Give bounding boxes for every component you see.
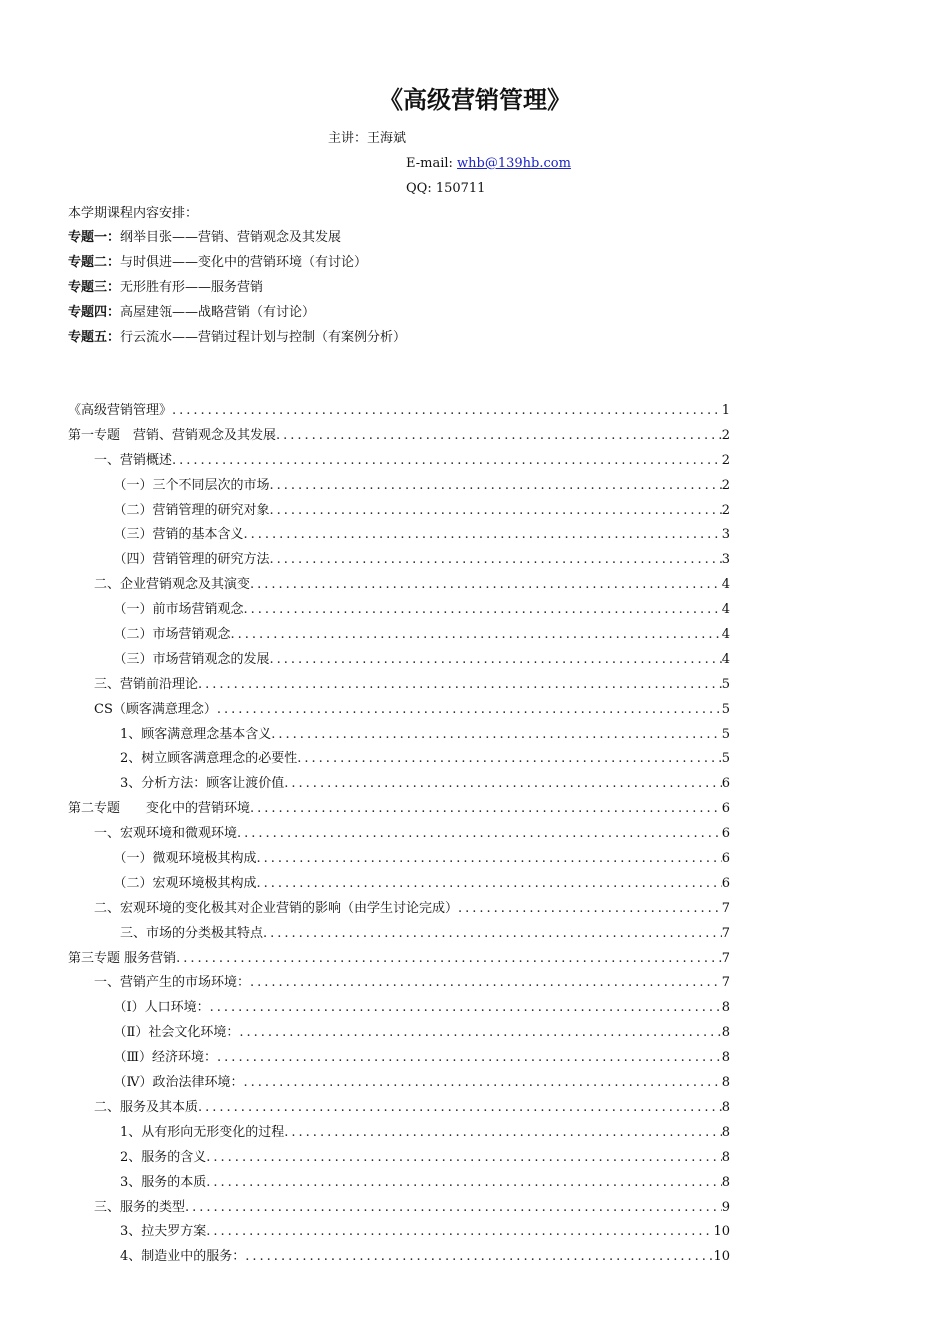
toc-page-number: 4 [721, 602, 730, 618]
toc-dot-leader [244, 1074, 722, 1092]
toc-page-number: 4 [721, 651, 730, 667]
toc-entry[interactable] [68, 775, 730, 800]
toc-entry[interactable] [68, 726, 730, 751]
qq-line: QQ: 150711 [406, 181, 486, 196]
toc-dot-leader [276, 427, 722, 445]
toc-entry-title: （Ⅲ）经济环境： [68, 1050, 218, 1066]
topic-label: 专题五： [68, 330, 121, 345]
toc-entry[interactable] [68, 551, 730, 576]
toc-entry-title: 三、营销前沿理论 [68, 676, 199, 692]
toc-dot-leader [270, 551, 722, 569]
toc-entry-title: 4、制造业中的服务： [68, 1249, 246, 1265]
toc-page-number: 2 [721, 427, 730, 443]
topic-label: 专题二： [68, 255, 121, 270]
toc-dot-leader [250, 800, 722, 818]
topic-text: 纲举目张——营销、营销观念及其发展 [120, 230, 342, 245]
toc-page-number: 8 [721, 1174, 730, 1190]
toc-entry[interactable] [68, 526, 730, 551]
toc-entry[interactable] [68, 1174, 730, 1199]
toc-dot-leader [270, 477, 722, 495]
toc-page-number: 4 [721, 627, 730, 643]
topic-item [68, 254, 367, 272]
toc-page-number: 7 [721, 975, 730, 991]
toc-entry-title: 三、市场的分类极其特点 [68, 925, 264, 941]
toc-dot-leader [250, 576, 722, 594]
topic-text: 高屋建瓴——战略营销（有讨论） [120, 305, 316, 320]
toc-dot-leader [172, 402, 722, 420]
toc-entry-title: （Ⅰ）人口环境： [68, 1000, 210, 1016]
toc-entry-title: （一）微观环境极其构成 [68, 851, 257, 867]
toc-entry-title: 二、企业营销观念及其演变 [68, 577, 251, 593]
toc-page-number: 7 [721, 900, 730, 916]
toc-entry[interactable] [68, 1149, 730, 1174]
toc-page-number: 7 [721, 950, 730, 966]
toc-entry-title: 一、宏观环境和微观环境 [68, 826, 238, 842]
topic-label: 专题四： [68, 305, 121, 320]
lecturer-line: 主讲：王海斌 [328, 131, 407, 146]
email-line [406, 155, 571, 173]
toc-entry[interactable] [68, 452, 730, 477]
toc-entry[interactable] [68, 502, 730, 527]
toc-dot-leader [176, 950, 722, 968]
toc-page-number: 4 [721, 577, 730, 593]
topic-label: 专题一： [68, 230, 121, 245]
toc-dot-leader [217, 701, 722, 719]
toc-entry-title: （三）市场营销观念的发展 [68, 651, 270, 667]
toc-page-number: 6 [721, 801, 730, 817]
toc-entry-title: 1、从有形向无形变化的过程 [68, 1124, 285, 1140]
toc-entry-title: 第二专题 变化中的营销环境 [68, 801, 251, 817]
toc-entry[interactable] [68, 701, 730, 726]
toc-dot-leader [284, 1124, 721, 1142]
toc-page-number: 8 [721, 1099, 730, 1115]
toc-entry[interactable] [68, 1049, 730, 1074]
toc-dot-leader [231, 626, 722, 644]
toc-page-number: 5 [721, 751, 730, 767]
toc-page-number: 6 [721, 851, 730, 867]
toc-entry-title: 3、分析方法：顾客让渡价值 [68, 776, 285, 792]
toc-dot-leader [210, 999, 722, 1017]
toc-dot-leader [271, 726, 721, 744]
toc-dot-leader [284, 775, 721, 793]
toc-entry-title: 二、宏观环境的变化极其对企业营销的影响（由学生讨论完成） [68, 900, 459, 916]
toc-dot-leader [185, 1199, 722, 1217]
toc-dot-leader [244, 526, 722, 544]
toc-entry[interactable] [68, 626, 730, 651]
toc-entry[interactable] [68, 1024, 730, 1049]
topic-text: 行云流水——营销过程计划与控制（有案例分析） [120, 330, 407, 345]
toc-entry[interactable] [68, 850, 730, 875]
toc-entry-title: 2、服务的含义 [68, 1149, 207, 1165]
topic-item [68, 279, 263, 297]
toc-dot-leader [172, 452, 722, 470]
toc-entry[interactable] [68, 900, 730, 925]
toc-entry[interactable] [68, 974, 730, 999]
toc-dot-leader [198, 1099, 722, 1117]
toc-entry[interactable] [68, 1199, 730, 1224]
email-label: E-mail: [406, 156, 458, 171]
toc-entry[interactable] [68, 1248, 730, 1273]
toc-page-number: 8 [721, 1124, 730, 1140]
toc-dot-leader [206, 1223, 713, 1241]
toc-page-number: 2 [721, 502, 730, 518]
toc-dot-leader [257, 875, 722, 893]
toc-dot-leader [244, 601, 722, 619]
toc-entry-title: 第三专题 服务营销 [68, 950, 177, 966]
toc-page-number: 8 [721, 1000, 730, 1016]
toc-dot-leader [458, 900, 722, 918]
toc-entry-title: 3、服务的本质 [68, 1174, 207, 1190]
toc-entry-title: 二、服务及其本质 [68, 1099, 199, 1115]
toc-entry[interactable] [68, 1124, 730, 1149]
toc-page-number: 5 [721, 701, 730, 717]
toc-dot-leader [239, 1024, 721, 1042]
toc-page-number: 1 [721, 403, 730, 418]
toc-dot-leader [237, 825, 722, 843]
toc-dot-leader [250, 974, 722, 992]
toc-entry[interactable] [68, 1223, 730, 1248]
toc-entry-title: 一、营销概述 [68, 452, 173, 468]
toc-entry-title: （Ⅳ）政治法律环境： [68, 1075, 244, 1091]
toc-page-number: 6 [721, 826, 730, 842]
toc-dot-leader [245, 1248, 713, 1266]
toc-dot-leader [270, 651, 722, 669]
table-of-contents [68, 402, 730, 1273]
toc-page-number: 5 [721, 726, 730, 742]
topic-item [68, 229, 341, 247]
toc-entry-title: （一）前市场营销观念 [68, 602, 244, 618]
toc-entry-title: （四）营销管理的研究方法 [68, 552, 270, 568]
toc-page-number: 9 [721, 1199, 730, 1215]
toc-page-number: 6 [721, 776, 730, 792]
toc-page-number: 2 [721, 477, 730, 493]
toc-entry-title: （二）营销管理的研究对象 [68, 502, 270, 518]
toc-entry[interactable] [68, 1074, 730, 1099]
toc-entry[interactable] [68, 402, 730, 427]
toc-entry[interactable] [68, 800, 730, 825]
toc-dot-leader [198, 676, 722, 694]
toc-page-number: 5 [721, 676, 730, 692]
toc-entry[interactable] [68, 676, 730, 701]
toc-page-number: 3 [721, 552, 730, 568]
toc-page-number: 6 [721, 875, 730, 891]
toc-page-number: 10 [713, 1224, 730, 1240]
topic-item [68, 304, 315, 322]
topic-item [68, 329, 406, 347]
toc-entry[interactable] [68, 825, 730, 850]
toc-entry-title: 3、拉夫罗方案 [68, 1224, 207, 1240]
toc-dot-leader [270, 502, 722, 520]
toc-entry[interactable] [68, 601, 730, 626]
toc-entry[interactable] [68, 950, 730, 975]
toc-entry[interactable] [68, 651, 730, 676]
toc-entry-title: （二）宏观环境极其构成 [68, 875, 257, 891]
toc-page-number: 2 [721, 452, 730, 468]
toc-entry-title: （一）三个不同层次的市场 [68, 477, 270, 493]
document-title: 《高级营销管理》 [379, 86, 571, 114]
toc-entry-title: 三、服务的类型 [68, 1199, 186, 1215]
toc-entry[interactable] [68, 427, 730, 452]
toc-page-number: 8 [721, 1075, 730, 1091]
toc-entry[interactable] [68, 925, 730, 950]
toc-dot-leader [263, 925, 722, 943]
toc-page-number: 8 [721, 1050, 730, 1066]
toc-entry[interactable] [68, 875, 730, 900]
topic-text: 与时俱进——变化中的营销环境（有讨论） [120, 255, 368, 270]
toc-entry[interactable] [68, 576, 730, 601]
toc-entry-title: CS（顾客满意理念） [68, 701, 217, 717]
toc-entry[interactable] [68, 1099, 730, 1124]
toc-dot-leader [217, 1049, 722, 1067]
topic-label: 专题三： [68, 280, 121, 295]
toc-entry-title: （三）营销的基本含义 [68, 527, 244, 543]
email-link[interactable]: whb@139hb.com [457, 156, 571, 171]
toc-entry-title: 1、顾客满意理念基本含义 [68, 726, 272, 742]
toc-entry-title: （Ⅱ）社会文化环境： [68, 1025, 240, 1041]
toc-dot-leader [206, 1174, 721, 1192]
toc-entry-title: 《高级营销管理》 [68, 403, 173, 418]
toc-dot-leader [257, 850, 722, 868]
toc-entry[interactable] [68, 999, 730, 1024]
toc-dot-leader [206, 1149, 721, 1167]
toc-page-number: 3 [721, 527, 730, 543]
toc-dot-leader [297, 750, 721, 768]
toc-entry[interactable] [68, 477, 730, 502]
topic-text: 无形胜有形——服务营销 [120, 280, 264, 295]
toc-entry-title: （二）市场营销观念 [68, 627, 231, 643]
toc-entry-title: 第一专题 营销、营销观念及其发展 [68, 427, 277, 443]
toc-entry-title: 一、营销产生的市场环境： [68, 975, 251, 991]
toc-entry[interactable] [68, 750, 730, 775]
toc-page-number: 7 [721, 925, 730, 941]
toc-page-number: 8 [721, 1149, 730, 1165]
toc-entry-title: 2、树立顾客满意理念的必要性 [68, 751, 298, 767]
toc-page-number: 10 [713, 1249, 730, 1265]
toc-page-number: 8 [721, 1025, 730, 1041]
schedule-intro: 本学期课程内容安排： [68, 206, 199, 221]
